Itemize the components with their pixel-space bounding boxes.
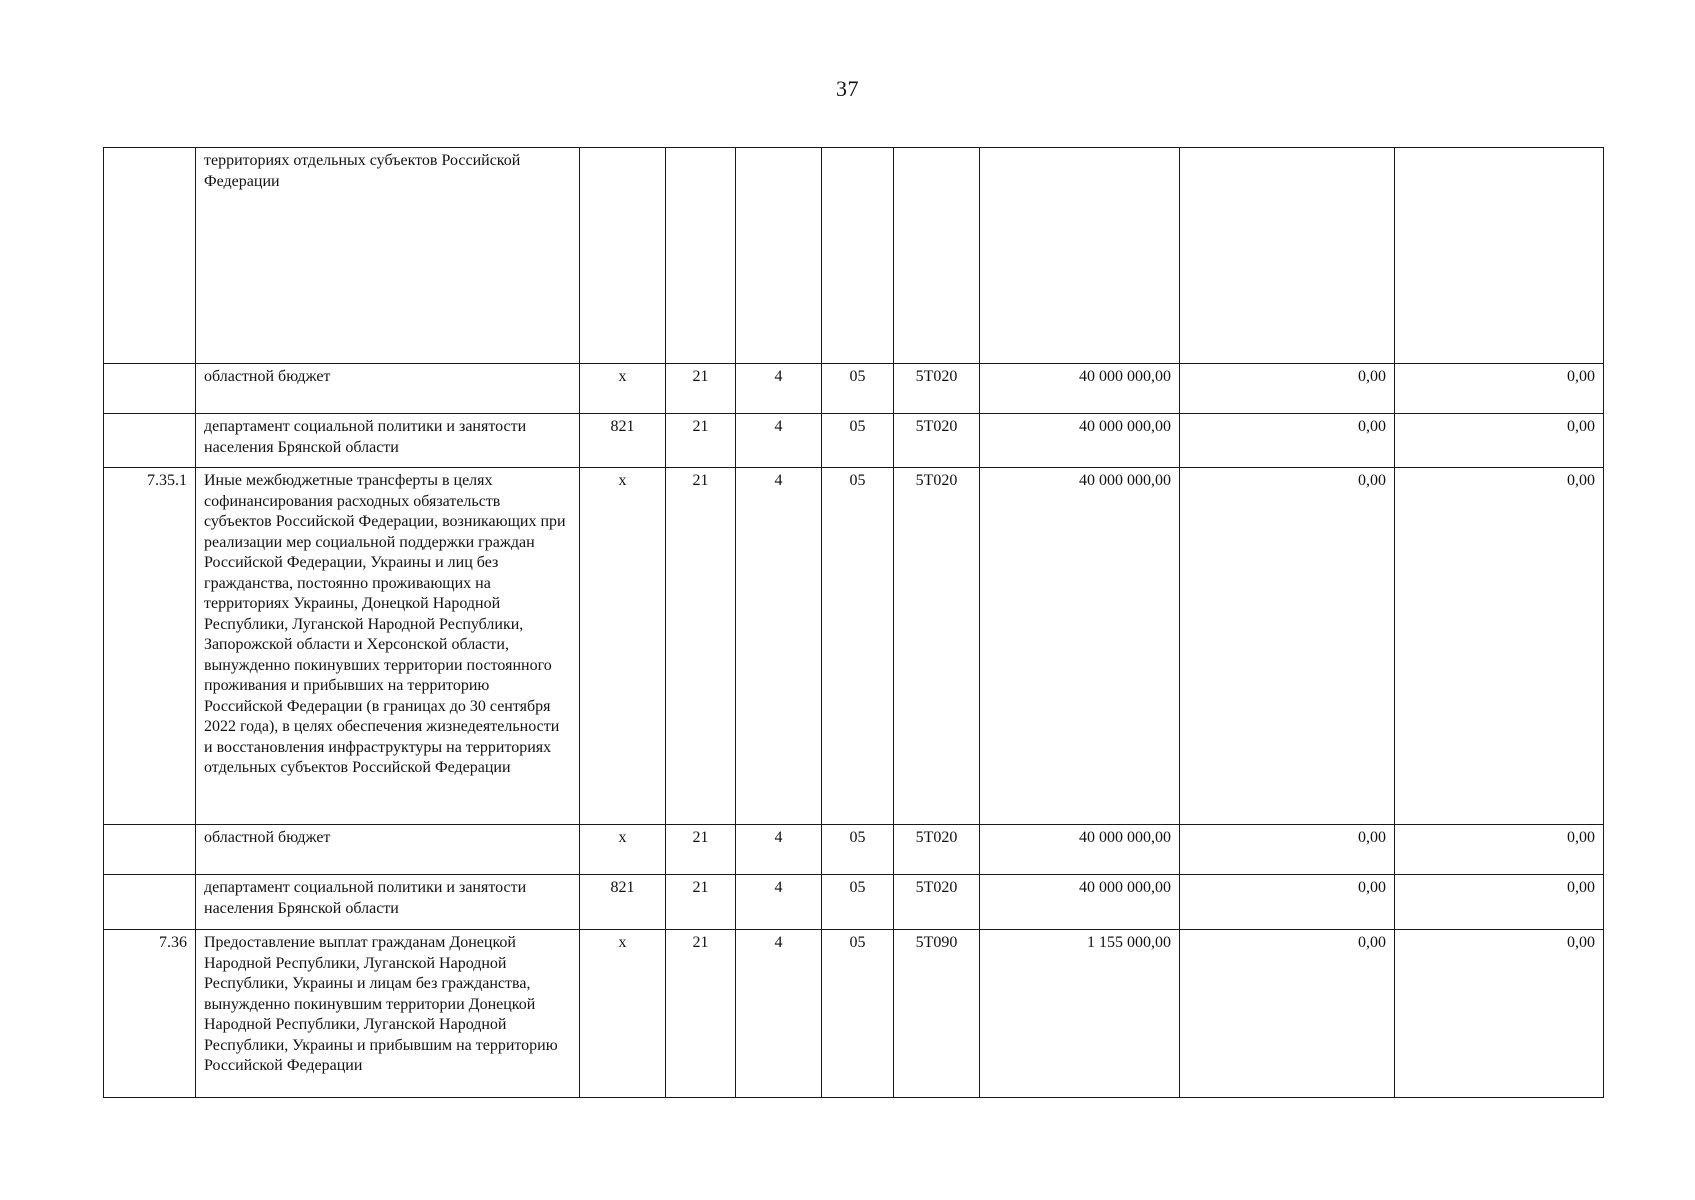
row-index-cell [104,414,196,468]
amount-year3-cell: 0,00 [1395,875,1604,930]
row-index-cell [104,875,196,930]
target-code-cell: 5Т020 [894,468,980,825]
amount-year2-cell: 0,00 [1180,414,1395,468]
subsection-code-cell: 4 [736,825,822,875]
target-code-cell: 5Т020 [894,825,980,875]
admin-code-cell: х [580,825,666,875]
amount-year3-cell: 0,00 [1395,825,1604,875]
admin-code-cell: 821 [580,875,666,930]
amount-year2-cell: 0,00 [1180,364,1395,414]
amount-year1-cell: 40 000 000,00 [980,875,1180,930]
subsection-code-cell: 4 [736,364,822,414]
subsection-code-cell: 4 [736,930,822,1098]
description-cell: департамент социальной политики и занятости населения Брянской области [196,875,580,930]
table-row [104,825,1604,875]
subsection-code-cell [736,148,822,364]
program-code-cell: 05 [822,468,894,825]
amount-year2-cell: 0,00 [1180,875,1395,930]
admin-code-cell [580,148,666,364]
amount-year2-cell: 0,00 [1180,468,1395,825]
admin-code-cell: х [580,364,666,414]
description-cell: областной бюджет [196,364,580,414]
admin-code-cell: х [580,468,666,825]
program-code-cell: 05 [822,414,894,468]
table-row [104,148,1604,364]
description-cell: Иные межбюджетные трансферты в целях софинансирования расходных обязательств субъектов Российской Федерации, возникающих при реализации мер социальной поддержки граждан Российской Федерации, Украины и лиц без гражданства, постоянно проживающих на территориях Украины, Донецкой Народной Республики, Луганской Народной Республики, Запорожской области и Херсонской области, вынужденно покинувших территории постоянного проживания и прибывших на территорию Российской Федерации (в границах до 30 сентября 2022 года), в целях обеспечения жизнедеятельности и восстановления инфраструктуры на территориях отдельных субъектов Российской Федерации [196,468,580,825]
target-code-cell: 5Т020 [894,875,980,930]
subsection-code-cell: 4 [736,468,822,825]
budget-table [103,147,1604,1098]
description-cell: Предоставление выплат гражданам Донецкой Народной Республики, Луганской Народной Республики, Украины и лицам без гражданства, вынужденно покинувшим территории Донецкой Народной Республики, Луганской Народной Республики, Украины и прибывшим на территорию Российской Федерации [196,930,580,1098]
subsection-code-cell: 4 [736,875,822,930]
program-code-cell: 05 [822,825,894,875]
table-row [104,875,1604,930]
target-code-cell [894,148,980,364]
amount-year1-cell: 1 155 000,00 [980,930,1180,1098]
target-code-cell: 5Т090 [894,930,980,1098]
amount-year3-cell [1395,148,1604,364]
target-code-cell: 5Т020 [894,414,980,468]
amount-year3-cell: 0,00 [1395,414,1604,468]
amount-year3-cell: 0,00 [1395,364,1604,414]
amount-year3-cell: 0,00 [1395,930,1604,1098]
amount-year3-cell: 0,00 [1395,468,1604,825]
amount-year2-cell: 0,00 [1180,825,1395,875]
target-code-cell: 5Т020 [894,364,980,414]
amount-year1-cell: 40 000 000,00 [980,364,1180,414]
amount-year1-cell: 40 000 000,00 [980,825,1180,875]
description-cell: областной бюджет [196,825,580,875]
page-number: 37 [836,76,859,101]
amount-year1-cell: 40 000 000,00 [980,468,1180,825]
row-index-cell: 7.36 [104,930,196,1098]
description-cell: территориях отдельных субъектов Российской Федерации [196,148,580,364]
section-code-cell: 21 [666,468,736,825]
section-code-cell: 21 [666,414,736,468]
amount-year1-cell: 40 000 000,00 [980,414,1180,468]
amount-year1-cell [980,148,1180,364]
description-cell: департамент социальной политики и занятости населения Брянской области [196,414,580,468]
section-code-cell: 21 [666,930,736,1098]
table-row [104,468,1604,825]
section-code-cell [666,148,736,364]
program-code-cell: 05 [822,364,894,414]
row-index-cell [104,825,196,875]
table-row [104,364,1604,414]
row-index-cell [104,364,196,414]
section-code-cell: 21 [666,364,736,414]
table-row [104,930,1604,1098]
amount-year2-cell: 0,00 [1180,930,1395,1098]
program-code-cell: 05 [822,875,894,930]
row-index-cell: 7.35.1 [104,468,196,825]
subsection-code-cell: 4 [736,414,822,468]
section-code-cell: 21 [666,825,736,875]
admin-code-cell: 821 [580,414,666,468]
section-code-cell: 21 [666,875,736,930]
program-code-cell [822,148,894,364]
program-code-cell: 05 [822,930,894,1098]
admin-code-cell: х [580,930,666,1098]
amount-year2-cell [1180,148,1395,364]
row-index-cell [104,148,196,364]
table-row [104,414,1604,468]
